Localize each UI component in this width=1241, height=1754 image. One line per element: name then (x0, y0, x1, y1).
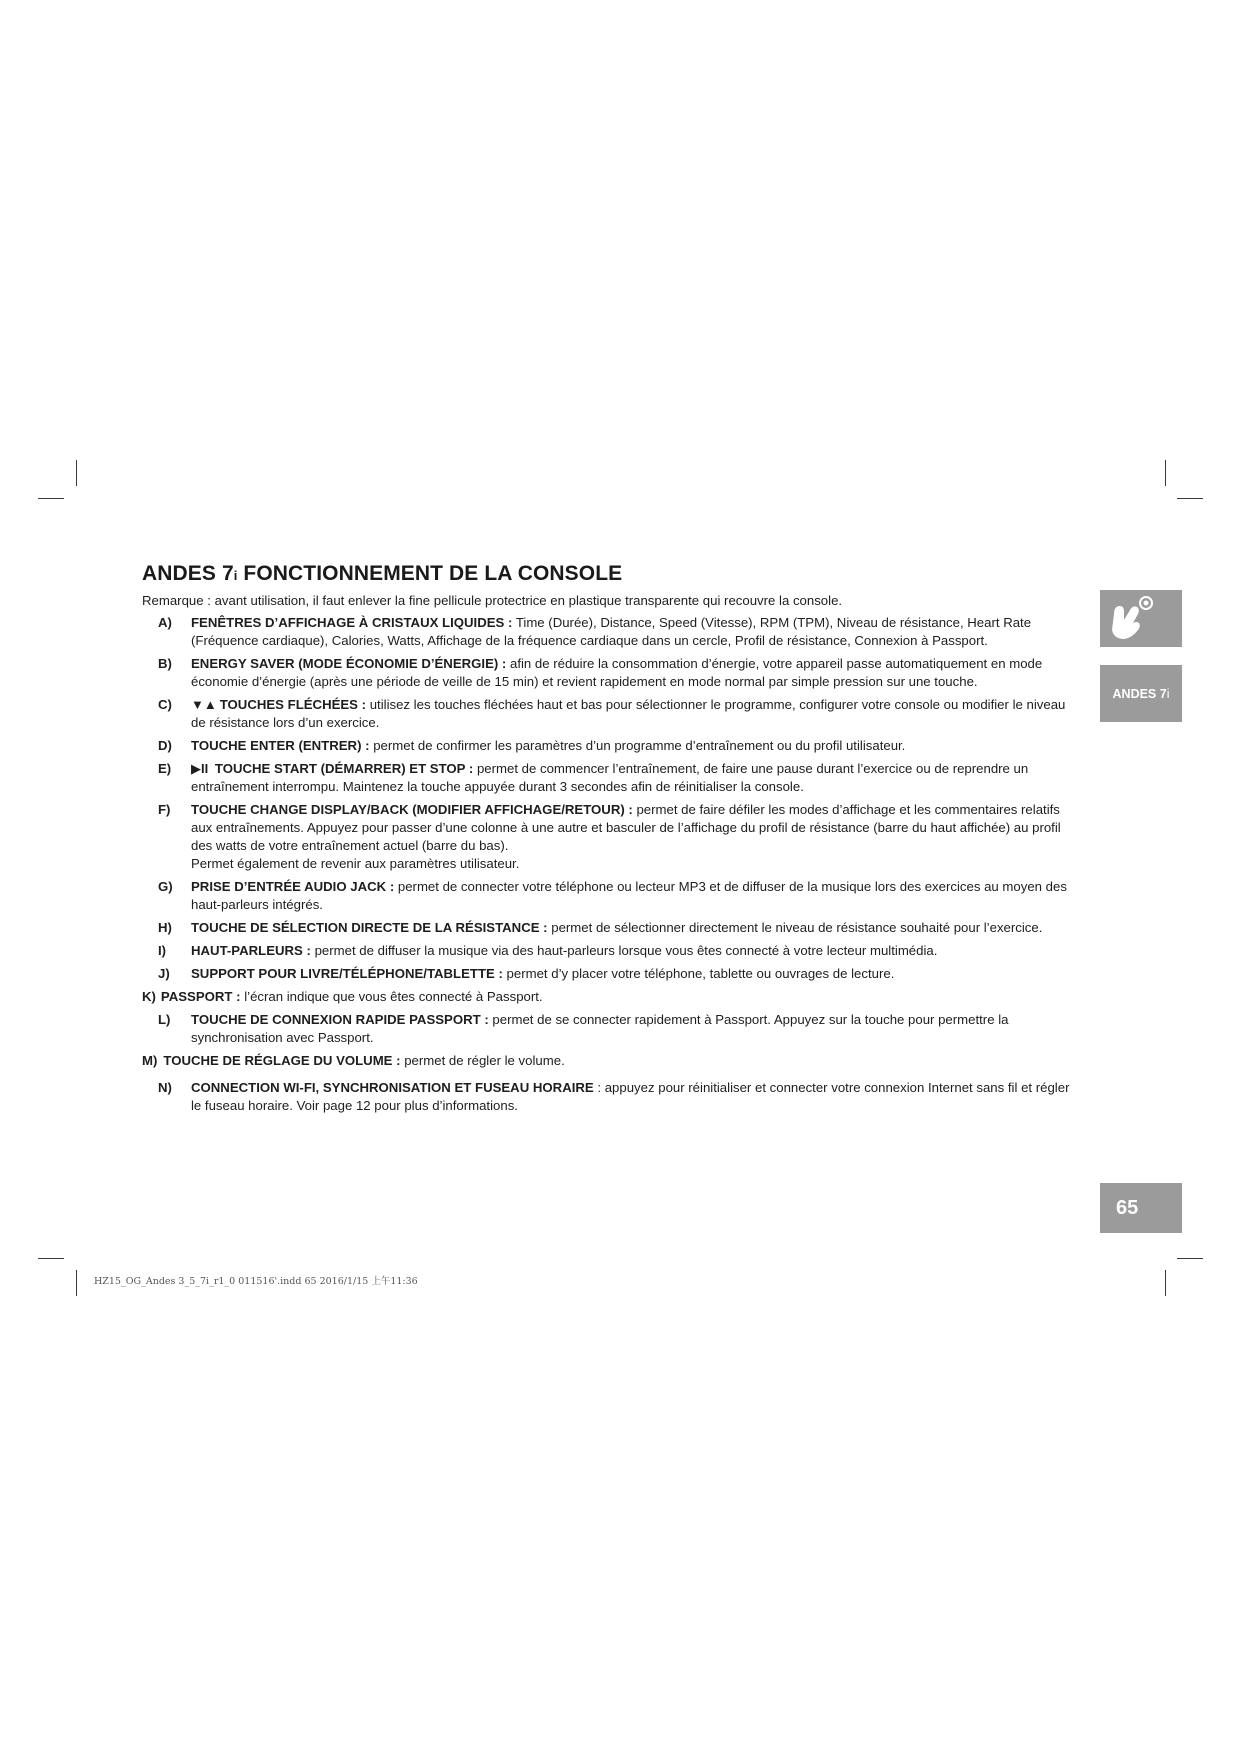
item-letter: G) (158, 879, 173, 894)
crop-mark (1165, 1270, 1166, 1296)
item-heading: CONNECTION WI-FI, SYNCHRONISATION ET FUSEAU HORAIRE (191, 1080, 594, 1095)
title-text: FONCTIONNEMENT DE LA CONSOLE (237, 562, 623, 585)
page-content (142, 562, 1072, 1120)
item-letter: B) (158, 656, 172, 671)
item-heading: TOUCHE DE SÉLECTION DIRECTE DE LA RÉSISTANCE : (191, 920, 548, 935)
item-text: permet de connecter votre téléphone ou lecteur MP3 et de diffuser de la musique lors des exercices au moyen des haut-parleurs intégrés. (191, 879, 1067, 912)
model-tab (1100, 665, 1182, 722)
item-text: Time (Durée), Distance, Speed (Vitesse), RPM (TPM), Niveau de résistance, Heart Rate (Fréquence cardiaque), Calories, Watts, Affichage de la fréquence cardiaque dans un cercle, Profil de résistance, Connexion à Passport. (191, 615, 1032, 648)
list-item (142, 737, 1072, 755)
print-slug: HZ15_OG_Andes 3_5_7i_r1_0 011516'.indd 65 2016/1/15 上午11:36 (94, 1276, 418, 1287)
item-text: permet de régler le volume. (400, 1053, 565, 1068)
item-heading: TOUCHES FLÉCHÉES : (219, 697, 367, 712)
list-item (142, 919, 1072, 937)
list-item (142, 614, 1072, 650)
item-heading: TOUCHE DE CONNEXION RAPIDE PASSPORT : (191, 1012, 489, 1027)
title-model-suffix: i (233, 568, 238, 583)
item-heading: PASSPORT : (160, 989, 241, 1004)
model-tab-label: ANDES 7 (1112, 686, 1167, 701)
touch-section-tab (1100, 590, 1182, 647)
item-heading: HAUT-PARLEURS : (191, 943, 311, 958)
item-heading: TOUCHE DE RÉGLAGE DU VOLUME : (163, 1053, 401, 1068)
list-item (142, 696, 1072, 732)
item-text: permet de sélectionner directement le niveau de résistance souhaité pour l’exercice. (547, 920, 1043, 935)
item-heading: TOUCHE CHANGE DISPLAY/BACK (MODIFIER AFFICHAGE/RETOUR) : (191, 802, 633, 817)
item-letter: F) (158, 802, 171, 817)
crop-mark (38, 498, 64, 499)
item-text: permet de faire défiler les modes d’affichage et les commentaires relatifs aux entraînements. Appuyez pour passer d’une colonne à une autre et basculer de l’affichage du profil de résistance (barre du haut affichée) au profil des watts de votre entraînement actuel (barre du bas). (191, 802, 1061, 853)
list-item (142, 801, 1072, 873)
item-text: afin de réduire la consommation d’énergie, votre appareil passe automatiquement en mode économie d’énergie (après une période de veille de 15 min) et revient rapidement en mode normal par simple pression sur une touche. (191, 656, 1043, 689)
item-text: permet d’y placer votre téléphone, tablette ou ouvrages de lecture. (502, 966, 895, 981)
list-item (142, 760, 1072, 796)
arrow-keys-icon: ▼▲ (191, 697, 217, 712)
page-title (142, 562, 1072, 586)
item-letter: L) (158, 1012, 171, 1027)
item-letter: M) (142, 1053, 158, 1068)
item-heading: TOUCHE START (DÉMARRER) ET STOP : (211, 761, 474, 776)
item-extra-text: Permet également de revenir aux paramètres utilisateur. (191, 856, 520, 871)
item-heading: PRISE D’ENTRÉE AUDIO JACK : (191, 879, 395, 894)
crop-mark (76, 1270, 77, 1296)
list-item (142, 988, 1072, 1006)
page-number-tab (1100, 1183, 1182, 1233)
crop-mark (38, 1258, 64, 1259)
remark-note: Remarque : avant utilisation, il faut enlever la fine pellicule protectrice en plastique transparente qui recouvre la console. (142, 593, 843, 608)
list-item (142, 1079, 1072, 1115)
item-heading: FENÊTRES D’AFFICHAGE À CRISTAUX LIQUIDES : (191, 615, 513, 630)
item-letter: K) (142, 989, 156, 1004)
item-letter: I) (158, 943, 167, 958)
item-text: utilisez les touches fléchées haut et bas pour sélectionner le programme, configurer votre console ou modifier le niveau de résistance lors d’un exercice. (191, 697, 1066, 730)
item-letter: N) (158, 1080, 172, 1095)
list-item (142, 878, 1072, 914)
item-text: : appuyez pour réinitialiser et connecter votre connexion Internet sans fil et régler le fuseau horaire. Voir page 12 pour plus d’informations. (191, 1080, 1070, 1113)
item-text: permet de se connecter rapidement à Passport. Appuyez sur la touche pour permettre la synchronisation avec Passport. (191, 1012, 1009, 1045)
item-text: permet de commencer l’entraînement, de faire une pause durant l’exercice ou de reprendre un entraînement interrompu. Maintenez la touche appuyée durant 3 secondes afin de réinitialiser la console. (191, 761, 1029, 794)
list-item (142, 1011, 1072, 1047)
touch-hand-icon (1100, 590, 1182, 647)
list-item (142, 1052, 1072, 1070)
feature-list (142, 614, 1072, 1115)
title-model: ANDES 7 (142, 562, 234, 585)
item-letter: D) (158, 738, 172, 753)
list-item (142, 965, 1072, 983)
crop-mark (76, 460, 77, 486)
play-pause-icon: ▶II (191, 761, 209, 776)
list-item (142, 655, 1072, 691)
crop-mark (1177, 1258, 1203, 1259)
item-heading: ENERGY SAVER (MODE ÉCONOMIE D’ÉNERGIE) : (191, 656, 507, 671)
item-text: permet de diffuser la musique via des haut-parleurs lorsque vous êtes connecté à votre lecteur multimédia. (310, 943, 938, 958)
item-heading: SUPPORT POUR LIVRE/TÉLÉPHONE/TABLETTE : (191, 966, 503, 981)
crop-mark (1177, 498, 1203, 499)
item-text: l’écran indique que vous êtes connecté à Passport. (240, 989, 543, 1004)
item-letter: J) (158, 966, 170, 981)
page-number: 65 (1116, 1196, 1139, 1219)
crop-mark (1165, 460, 1166, 486)
model-tab-suffix: i (1166, 686, 1170, 701)
item-text: permet de confirmer les paramètres d’un programme d’entraînement ou du profil utilisateur. (369, 738, 906, 753)
list-item (142, 942, 1072, 960)
item-letter: C) (158, 697, 172, 712)
item-letter: E) (158, 761, 172, 776)
item-heading: TOUCHE ENTER (ENTRER) : (191, 738, 370, 753)
item-letter: A) (158, 615, 172, 630)
item-letter: H) (158, 920, 172, 935)
